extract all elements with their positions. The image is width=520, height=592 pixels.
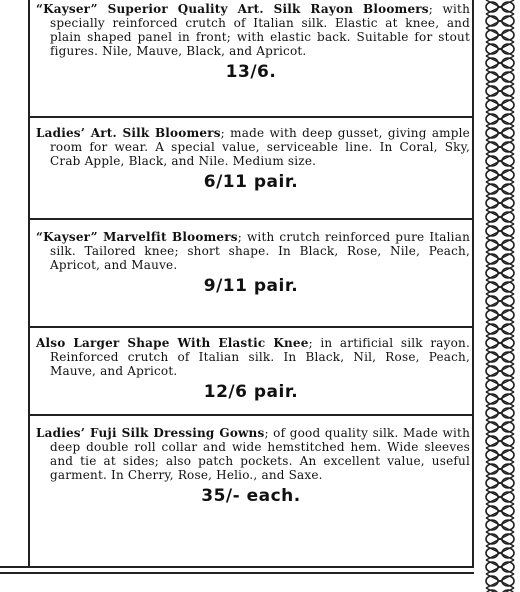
border-knot-ornament [486,266,514,280]
border-knot-ornament [486,28,514,42]
border-knot-ornament [486,224,514,238]
border-knot-ornament [486,350,514,364]
border-knot-ornament [486,98,514,112]
border-knot-ornament [486,420,514,434]
ad-body: ; made with deep gusset, giving ample room for wear. A special value, serviceable line. In Coral, Sky, Crab Apple, Black, and Nile. Medium size. [50,126,470,168]
border-knot-ornament [486,532,514,546]
border-knot-ornament [486,504,514,518]
border-knot-ornament [486,406,514,420]
ad-body: ; in artificial silk rayon. Reinforced crutch of Italian silk. In Black, Nil, Rose, Peach, Mauve, and Apricot. [50,336,470,378]
border-knot-ornament [486,168,514,182]
ad-body: ; with specially reinforced crutch of Italian silk. Elastic at knee, and plain shaped panel in front; with elastic back. Suitable for stout figures. Nile, Mauve, Black, and Apricot. [50,2,470,58]
border-knot-ornament [486,14,514,28]
ad-price: 12/6 pair. [203,382,299,402]
border-knot-ornament [486,518,514,532]
ad-body: ; of good quality silk. Made with deep double roll collar and wide hemstitched hem. Wide sleeves and tie at sides; also patch pockets. An excellent value, useful garment. In Cherry, Rose, Helio., and Saxe. [50,426,471,482]
border-knot-ornament [486,574,514,588]
border-knot-ornament [486,364,514,378]
border-knot-ornament [486,308,514,322]
border-knot-ornament [486,322,514,336]
ad-price: 6/11 pair. [203,172,299,192]
border-knot-ornament [486,280,514,294]
ad-price: 35/- each. [201,486,301,506]
ad-headline: Ladies’ Art. Silk Bloomers [36,126,221,140]
ad-description [32,426,470,482]
ad-headline: “Kayser” Marvelfit Bloomers [36,230,238,244]
section-divider [30,116,472,118]
border-knot-ornament [486,56,514,70]
border-knot-ornament [486,490,514,504]
border-knot-ornament [486,476,514,490]
border-knot-ornament [486,182,514,196]
left-column-rule [28,0,30,566]
border-knot-ornament [486,448,514,462]
section-divider [30,326,472,328]
border-knot-ornament [486,588,514,592]
border-knot-ornament [486,252,514,266]
ad-price: 9/11 pair. [203,276,299,296]
border-knot-ornament [486,434,514,448]
border-knot-ornament [486,546,514,560]
ad-block-kayser-marvelfit-bloomers [32,230,470,296]
ad-block-kayser-rayon-bloomers [32,2,470,82]
border-knot-ornament [486,84,514,98]
ad-price: 13/6. [225,62,277,82]
ad-body: ; with crutch reinforced pure Italian silk. Tailored knee; short shape. In Black, Rose, Nile, Peach, Apricot, and Mauve. [50,230,471,272]
border-knot-ornament [486,196,514,210]
border-knot-ornament [486,392,514,406]
border-knot-ornament [486,462,514,476]
bottom-rule [0,572,474,574]
ad-headline: Also Larger Shape With Elastic Knee [36,336,309,350]
ad-description [32,336,470,378]
border-knot-ornament [486,42,514,56]
ad-description [32,2,470,58]
section-divider [30,414,472,416]
border-knot-ornament [486,378,514,392]
border-knot-ornament [486,0,514,14]
ad-description [32,230,470,272]
border-knot-ornament [486,336,514,350]
ad-headline: “Kayser” Superior Quality Art. Silk Rayon Bloomers [36,2,429,16]
ad-block-art-silk-bloomers [32,126,470,192]
border-knot-ornament [486,154,514,168]
border-knot-ornament [486,560,514,574]
border-knot-ornament [486,112,514,126]
ad-block-fuji-silk-dressing-gowns [32,426,470,506]
section-divider [30,218,472,220]
border-knot-ornament [486,294,514,308]
border-knot-ornament [486,70,514,84]
ad-block-larger-shape-elastic-knee [32,336,470,402]
right-column-rule [472,0,474,566]
ad-headline: Ladies’ Fuji Silk Dressing Gowns [36,426,265,440]
border-knot-ornament [486,126,514,140]
border-knot-ornament [486,210,514,224]
bottom-rule [0,566,474,568]
border-knot-ornament [486,238,514,252]
border-knot-ornament [486,140,514,154]
ad-description [32,126,470,168]
decorative-border [480,0,520,592]
